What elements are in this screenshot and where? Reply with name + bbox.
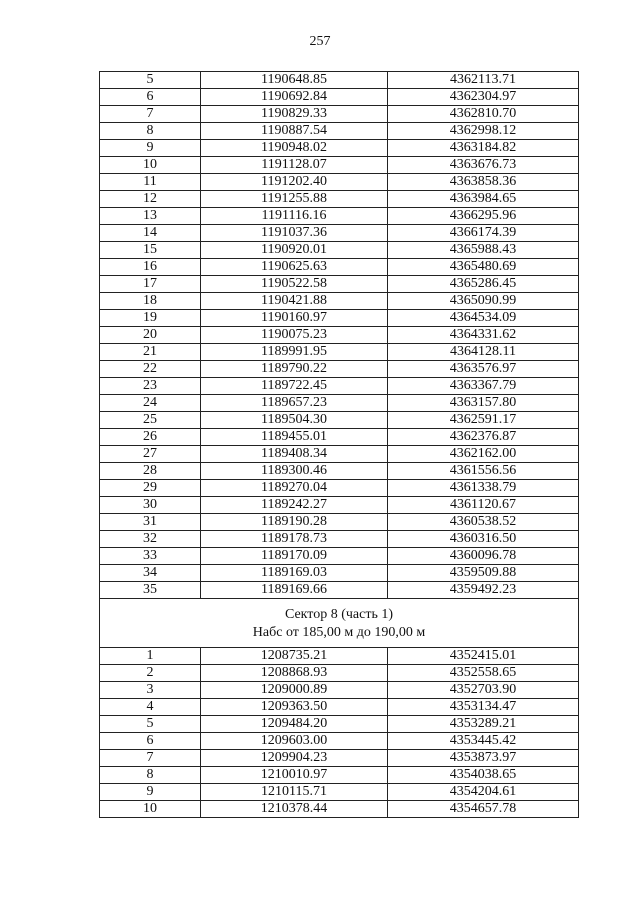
point-number-cell: 13 (100, 208, 201, 225)
point-number-cell: 34 (100, 565, 201, 582)
table-row (100, 480, 579, 497)
x-coordinate-cell: 1209904.23 (201, 750, 388, 767)
x-coordinate-cell: 1190920.01 (201, 242, 388, 259)
y-coordinate-cell: 4360538.52 (388, 514, 579, 531)
point-number-cell: 14 (100, 225, 201, 242)
y-coordinate-cell: 4352415.01 (388, 648, 579, 665)
y-coordinate-cell: 4361556.56 (388, 463, 579, 480)
x-coordinate-cell: 1189190.28 (201, 514, 388, 531)
table-row (100, 225, 579, 242)
y-coordinate-cell: 4359492.23 (388, 582, 579, 599)
x-coordinate-cell: 1209484.20 (201, 716, 388, 733)
y-coordinate-cell: 4362591.17 (388, 412, 579, 429)
x-coordinate-cell: 1208868.93 (201, 665, 388, 682)
table-row (100, 276, 579, 293)
x-coordinate-cell: 1189169.03 (201, 565, 388, 582)
point-number-cell: 10 (100, 801, 201, 818)
point-number-cell: 5 (100, 72, 201, 89)
x-coordinate-cell: 1191255.88 (201, 191, 388, 208)
point-number-cell: 4 (100, 699, 201, 716)
point-number-cell: 35 (100, 582, 201, 599)
x-coordinate-cell: 1189270.04 (201, 480, 388, 497)
point-number-cell: 30 (100, 497, 201, 514)
x-coordinate-cell: 1191202.40 (201, 174, 388, 191)
table-row (100, 548, 579, 565)
x-coordinate-cell: 1189657.23 (201, 395, 388, 412)
point-number-cell: 18 (100, 293, 201, 310)
table-row (100, 310, 579, 327)
table-row (100, 72, 579, 89)
point-number-cell: 20 (100, 327, 201, 344)
x-coordinate-cell: 1189170.09 (201, 548, 388, 565)
point-number-cell: 24 (100, 395, 201, 412)
table-row (100, 106, 579, 123)
point-number-cell: 9 (100, 140, 201, 157)
y-coordinate-cell: 4354038.65 (388, 767, 579, 784)
point-number-cell: 7 (100, 750, 201, 767)
y-coordinate-cell: 4364534.09 (388, 310, 579, 327)
x-coordinate-cell: 1191037.36 (201, 225, 388, 242)
table-row (100, 327, 579, 344)
table-row (100, 446, 579, 463)
x-coordinate-cell: 1190421.88 (201, 293, 388, 310)
table-row (100, 344, 579, 361)
x-coordinate-cell: 1210010.97 (201, 767, 388, 784)
y-coordinate-cell: 4361120.67 (388, 497, 579, 514)
x-coordinate-cell: 1189408.34 (201, 446, 388, 463)
x-coordinate-cell: 1190829.33 (201, 106, 388, 123)
y-coordinate-cell: 4364128.11 (388, 344, 579, 361)
table-row (100, 514, 579, 531)
y-coordinate-cell: 4352703.90 (388, 682, 579, 699)
table-row (100, 699, 579, 716)
x-coordinate-cell: 1189790.22 (201, 361, 388, 378)
x-coordinate-cell: 1189455.01 (201, 429, 388, 446)
point-number-cell: 22 (100, 361, 201, 378)
point-number-cell: 25 (100, 412, 201, 429)
point-number-cell: 8 (100, 767, 201, 784)
x-coordinate-cell: 1190887.54 (201, 123, 388, 140)
point-number-cell: 23 (100, 378, 201, 395)
table-row (100, 242, 579, 259)
x-coordinate-cell: 1190522.58 (201, 276, 388, 293)
point-number-cell: 28 (100, 463, 201, 480)
coordinates-table (99, 71, 579, 818)
sector-title: Сектор 8 (часть 1) (284, 607, 394, 622)
x-coordinate-cell: 1190160.97 (201, 310, 388, 327)
point-number-cell: 3 (100, 682, 201, 699)
point-number-cell: 29 (100, 480, 201, 497)
x-coordinate-cell: 1190692.84 (201, 89, 388, 106)
table-row (100, 208, 579, 225)
y-coordinate-cell: 4353289.21 (388, 716, 579, 733)
table-row (100, 157, 579, 174)
point-number-cell: 1 (100, 648, 201, 665)
y-coordinate-cell: 4362998.12 (388, 123, 579, 140)
table-row (100, 140, 579, 157)
x-coordinate-cell: 1208735.21 (201, 648, 388, 665)
table-row (100, 648, 579, 665)
table-row (100, 378, 579, 395)
page-number: 257 (309, 34, 331, 49)
y-coordinate-cell: 4365988.43 (388, 242, 579, 259)
x-coordinate-cell: 1190948.02 (201, 140, 388, 157)
point-number-cell: 17 (100, 276, 201, 293)
point-number-cell: 31 (100, 514, 201, 531)
y-coordinate-cell: 4362376.87 (388, 429, 579, 446)
y-coordinate-cell: 4363984.65 (388, 191, 579, 208)
table-row (100, 565, 579, 582)
x-coordinate-cell: 1190075.23 (201, 327, 388, 344)
y-coordinate-cell: 4360096.78 (388, 548, 579, 565)
y-coordinate-cell: 4353134.47 (388, 699, 579, 716)
table-row (100, 463, 579, 480)
point-number-cell: 9 (100, 784, 201, 801)
y-coordinate-cell: 4362304.97 (388, 89, 579, 106)
point-number-cell: 5 (100, 716, 201, 733)
table-row (100, 784, 579, 801)
y-coordinate-cell: 4361338.79 (388, 480, 579, 497)
table-row (100, 531, 579, 548)
table-row (100, 801, 579, 818)
x-coordinate-cell: 1210378.44 (201, 801, 388, 818)
point-number-cell: 32 (100, 531, 201, 548)
x-coordinate-cell: 1189991.95 (201, 344, 388, 361)
point-number-cell: 27 (100, 446, 201, 463)
y-coordinate-cell: 4363184.82 (388, 140, 579, 157)
sector-header-row (100, 599, 579, 648)
point-number-cell: 7 (100, 106, 201, 123)
y-coordinate-cell: 4366295.96 (388, 208, 579, 225)
table-row (100, 412, 579, 429)
y-coordinate-cell: 4352558.65 (388, 665, 579, 682)
table-row (100, 89, 579, 106)
x-coordinate-cell: 1189169.66 (201, 582, 388, 599)
x-coordinate-cell: 1209363.50 (201, 699, 388, 716)
y-coordinate-cell: 4365480.69 (388, 259, 579, 276)
x-coordinate-cell: 1189504.30 (201, 412, 388, 429)
x-coordinate-cell: 1189722.45 (201, 378, 388, 395)
table-row (100, 750, 579, 767)
y-coordinate-cell: 4365286.45 (388, 276, 579, 293)
x-coordinate-cell: 1209603.00 (201, 733, 388, 750)
table-row (100, 767, 579, 784)
point-number-cell: 15 (100, 242, 201, 259)
y-coordinate-cell: 4362113.71 (388, 72, 579, 89)
x-coordinate-cell: 1189300.46 (201, 463, 388, 480)
point-number-cell: 6 (100, 733, 201, 750)
sector-header-block (100, 599, 579, 648)
sector-height-range: Набс от 185,00 м до 190,00 м (252, 625, 426, 640)
table-row (100, 733, 579, 750)
table-row (100, 429, 579, 446)
y-coordinate-cell: 4354204.61 (388, 784, 579, 801)
y-coordinate-cell: 4366174.39 (388, 225, 579, 242)
y-coordinate-cell: 4362810.70 (388, 106, 579, 123)
table-row (100, 174, 579, 191)
point-number-cell: 6 (100, 89, 201, 106)
y-coordinate-cell: 4363576.97 (388, 361, 579, 378)
sector-header-cell (100, 599, 579, 648)
point-number-cell: 19 (100, 310, 201, 327)
point-number-cell: 12 (100, 191, 201, 208)
y-coordinate-cell: 4359509.88 (388, 565, 579, 582)
x-coordinate-cell: 1190648.85 (201, 72, 388, 89)
y-coordinate-cell: 4353873.97 (388, 750, 579, 767)
point-number-cell: 33 (100, 548, 201, 565)
x-coordinate-cell: 1191128.07 (201, 157, 388, 174)
table-row (100, 191, 579, 208)
table-body-part2 (100, 648, 579, 818)
x-coordinate-cell: 1210115.71 (201, 784, 388, 801)
table-row (100, 665, 579, 682)
y-coordinate-cell: 4363676.73 (388, 157, 579, 174)
table-row (100, 716, 579, 733)
y-coordinate-cell: 4363858.36 (388, 174, 579, 191)
y-coordinate-cell: 4365090.99 (388, 293, 579, 310)
point-number-cell: 8 (100, 123, 201, 140)
table-row (100, 123, 579, 140)
y-coordinate-cell: 4354657.78 (388, 801, 579, 818)
table-row (100, 259, 579, 276)
x-coordinate-cell: 1191116.16 (201, 208, 388, 225)
x-coordinate-cell: 1189242.27 (201, 497, 388, 514)
y-coordinate-cell: 4360316.50 (388, 531, 579, 548)
y-coordinate-cell: 4363157.80 (388, 395, 579, 412)
table-row (100, 682, 579, 699)
table-body-part1 (100, 72, 579, 599)
table-row (100, 497, 579, 514)
y-coordinate-cell: 4362162.00 (388, 446, 579, 463)
table-row (100, 582, 579, 599)
point-number-cell: 2 (100, 665, 201, 682)
point-number-cell: 16 (100, 259, 201, 276)
y-coordinate-cell: 4353445.42 (388, 733, 579, 750)
x-coordinate-cell: 1189178.73 (201, 531, 388, 548)
point-number-cell: 21 (100, 344, 201, 361)
y-coordinate-cell: 4364331.62 (388, 327, 579, 344)
x-coordinate-cell: 1190625.63 (201, 259, 388, 276)
table-row (100, 395, 579, 412)
x-coordinate-cell: 1209000.89 (201, 682, 388, 699)
y-coordinate-cell: 4363367.79 (388, 378, 579, 395)
point-number-cell: 11 (100, 174, 201, 191)
table-row (100, 361, 579, 378)
point-number-cell: 26 (100, 429, 201, 446)
point-number-cell: 10 (100, 157, 201, 174)
table-row (100, 293, 579, 310)
